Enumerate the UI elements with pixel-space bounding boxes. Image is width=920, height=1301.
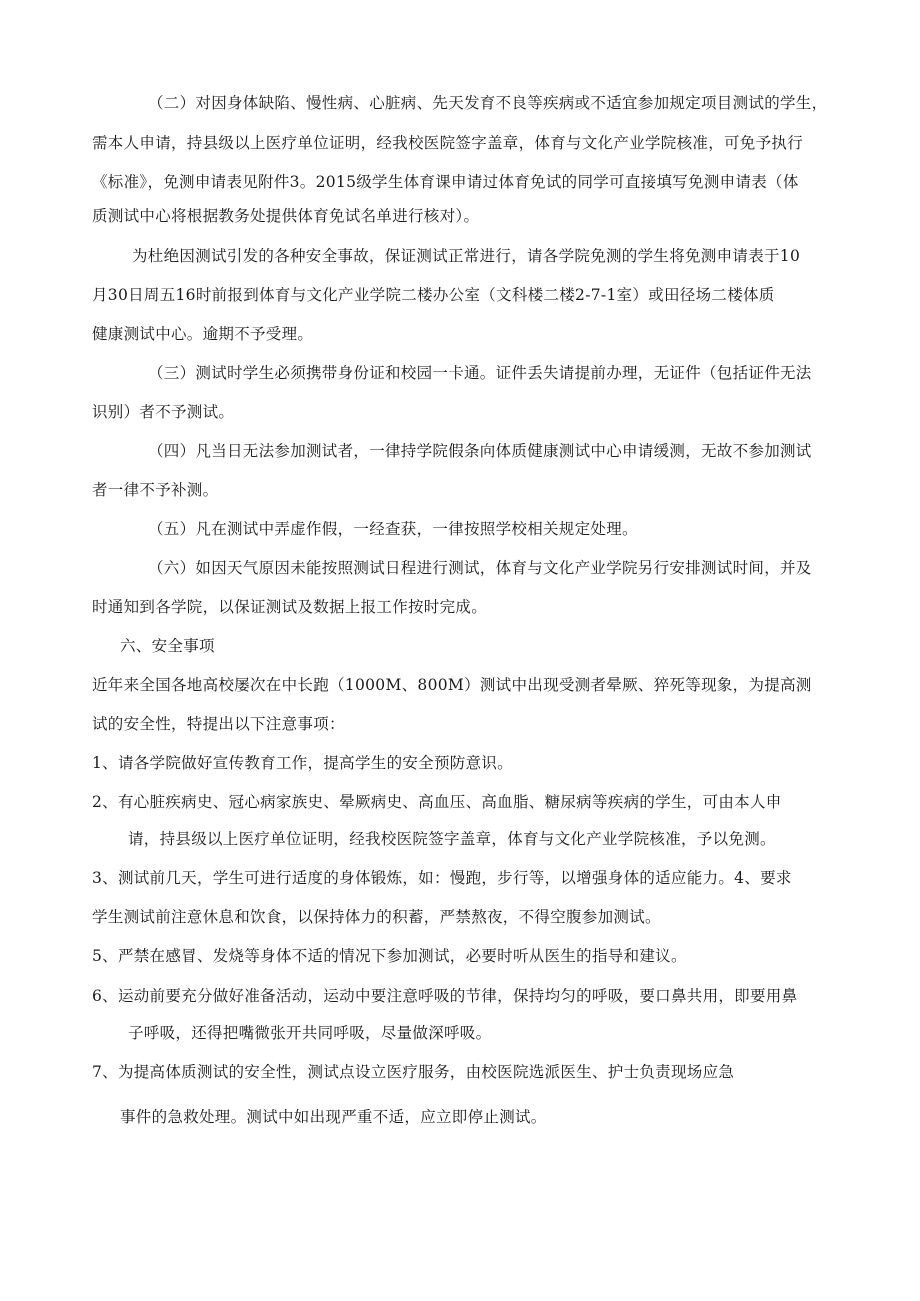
safety-item-6-line-2: 子呼吸，还得把嘴微张开共同呼吸，尽量做深呼吸。 bbox=[128, 1024, 492, 1042]
para-3-line-2: 识别）者不予测试。 bbox=[92, 403, 235, 421]
safety-item-3-line-2: 学生测试前注意休息和饮食，以保持体力的积蓄，严禁熬夜，不得空腹参加测试。 bbox=[92, 908, 661, 926]
para-2-line-1: （二）对因身体缺陷、慢性病、心脏病、先天发育不良等疾病或不适宜参加规定项目测试的学生， bbox=[148, 94, 828, 112]
para-6-line-1: （六）如因天气原因未能按照测试日程进行测试，体育与文化产业学院另行安排测试时间，并及 bbox=[148, 559, 812, 577]
safety-item-1: 1、请各学院做好宣传教育工作，提高学生的安全预防意识。 bbox=[92, 754, 513, 772]
exemption-notice-line-1: 为杜绝因测试引发的各种安全事故，保证测试正常进行，请各学院免测的学生将免测申请表于10 bbox=[132, 247, 801, 265]
exemption-notice-line-3: 健康测试中心。逾期不予受理。 bbox=[92, 325, 314, 343]
safety-item-7-line-2: 事件的急救处理。测试中如出现严重不适，应立即停止测试。 bbox=[120, 1108, 547, 1126]
safety-item-3-line-1: 3、测试前几天，学生可进行适度的身体锻炼，如：慢跑，步行等，以增强身体的适应能力。4、要求 bbox=[92, 869, 792, 887]
para-5-line-1: （五）凡在测试中弄虚作假，一经查获，一律按照学校相关规定处理。 bbox=[148, 520, 638, 538]
para-4-line-2: 者一律不予补测。 bbox=[92, 481, 219, 499]
para-6-line-2: 时通知到各学院，以保证测试及数据上报工作按时完成。 bbox=[92, 598, 488, 616]
safety-item-5: 5、严禁在感冒、发烧等身体不适的情况下参加测试，必要时听从医生的指导和建议。 bbox=[92, 947, 687, 965]
safety-item-6-line-1: 6、运动前要充分做好准备活动，运动中要注意呼吸的节律，保持均匀的呼吸，要口鼻共用，即要用鼻 bbox=[92, 987, 798, 1005]
para-2-line-4: 质测试中心将根据教务处提供体育免试名单进行核对）。 bbox=[92, 207, 480, 225]
exemption-notice-line-2: 月30日周五16时前报到体育与文化产业学院二楼办公室（文科楼二楼2-7-1室）或田径场二楼体质 bbox=[92, 286, 775, 304]
safety-intro-line-1: 近年来全国各地高校屡次在中长跑（1000M、800M）测试中出现受测者晕厥、猝死等现象，为提高测 bbox=[92, 676, 812, 694]
para-4-line-1: （四）凡当日无法参加测试者，一律持学院假条向体质健康测试中心申请缓测，无故不参加测试 bbox=[148, 442, 812, 460]
para-3-line-1: （三）测试时学生必须携带身份证和校园一卡通。证件丢失请提前办理，无证件（包括证件无法 bbox=[148, 364, 812, 382]
section-6-heading: 六、安全事项 bbox=[120, 637, 215, 655]
safety-item-2-line-1: 2、有心脏疾病史、冠心病家族史、晕厥病史、高血压、高血脂、糖尿病等疾病的学生，可由本人申 bbox=[92, 793, 782, 811]
safety-item-7-line-1: 7、为提高体质测试的安全性，测试点设立医疗服务，由校医院选派医生、护士负责现场应急 bbox=[92, 1063, 735, 1081]
safety-intro-line-2: 试的安全性，特提出以下注意事项： bbox=[92, 715, 345, 733]
safety-item-2-line-2: 请，持县级以上医疗单位证明，经我校医院签字盖章，体育与文化产业学院核准，予以免测。 bbox=[128, 830, 776, 848]
para-2-line-2: 需本人申请，持县级以上医疗单位证明，经我校医院签字盖章，体育与文化产业学院核准，可免予执行 bbox=[92, 134, 804, 152]
para-2-line-3: 《标准》，免测申请表见附件3。2015级学生体育课申请过体育免试的同学可直接填写免测申请表（体 bbox=[92, 173, 799, 191]
